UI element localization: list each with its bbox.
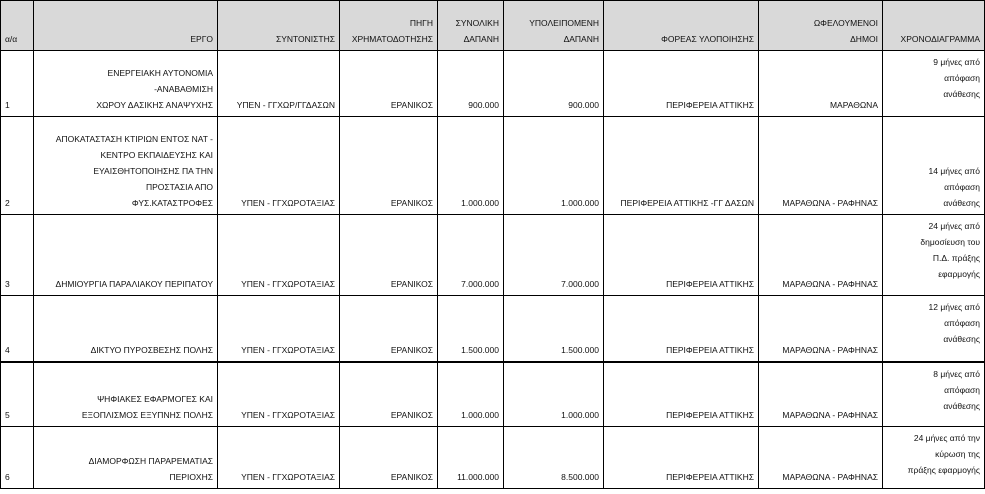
cell-synoliki: 7.000.000 bbox=[438, 215, 504, 296]
table-body bbox=[1, 51, 985, 489]
cell-ypoleipomeni: 1.500.000 bbox=[504, 296, 604, 362]
cell-ergo: ΔΙΚΤΥΟ ΠΥΡΟΣΒΕΣΗΣ ΠΟΛΗΣ bbox=[34, 296, 218, 362]
cell-aa: 2 bbox=[1, 117, 34, 215]
cell-dimoi: ΜΑΡΑΘΩΝΑ - ΡΑΦΗΝΑΣ bbox=[759, 427, 883, 489]
cell-syntonistis: ΥΠΕΝ - ΓΓΧΩΡΟΤΑΞΙΑΣ bbox=[218, 362, 340, 427]
cell-foreas: ΠΕΡΙΦΕΡΕΙΑ ΑΤΤΙΚΗΣ bbox=[604, 362, 759, 427]
cell-syntonistis: ΥΠΕΝ - ΓΓΧΩΡΟΤΑΞΙΑΣ bbox=[218, 117, 340, 215]
cell-xronodiagramma: 14 μήνες από απόφαση ανάθεσης bbox=[883, 117, 985, 215]
cell-xronodiagramma: 9 μήνες από απόφαση ανάθεσης bbox=[883, 51, 985, 117]
cell-xronodiagramma: 24 μήνες από δημοσίευση του Π.Δ. πράξης εφαρμογής bbox=[883, 215, 985, 296]
cell-foreas: ΠΕΡΙΦΕΡΕΙΑ ΑΤΤΙΚΗΣ -ΓΓ ΔΑΣΩΝ bbox=[604, 117, 759, 215]
table-row bbox=[1, 296, 985, 362]
header-ypoleipomeni: ΥΠΟΛΕΙΠΟΜΕΝΗ ΔΑΠΑΝΗ bbox=[504, 1, 604, 51]
cell-pigi: ΕΡΑΝΙΚΟΣ bbox=[340, 215, 438, 296]
cell-dimoi: ΜΑΡΑΘΩΝΑ - ΡΑΦΗΝΑΣ bbox=[759, 215, 883, 296]
cell-aa: 1 bbox=[1, 51, 34, 117]
cell-dimoi: ΜΑΡΑΘΩΝΑ bbox=[759, 51, 883, 117]
cell-foreas: ΠΕΡΙΦΕΡΕΙΑ ΑΤΤΙΚΗΣ bbox=[604, 51, 759, 117]
cell-foreas: ΠΕΡΙΦΕΡΕΙΑ ΑΤΤΙΚΗΣ bbox=[604, 215, 759, 296]
cell-pigi: ΕΡΑΝΙΚΟΣ bbox=[340, 51, 438, 117]
cell-syntonistis: ΥΠΕΝ - ΓΓΧΩΡΟΤΑΞΙΑΣ bbox=[218, 215, 340, 296]
cell-ergo: ΑΠΟΚΑΤΑΣΤΑΣΗ ΚΤΙΡΙΩΝ ΕΝΤΟΣ ΝΑΤ - ΚΕΝΤΡΟ ΕΚΠΑΙΔΕΥΣΗΣ ΚΑΙ ΕΥΑΙΣΘΗΤΟΠΟΙΗΣΗΣ ΠΑ ΤΗΝ ΠΡΟΣΤΑΣΙΑ ΑΠΟ ΦΥΣ.ΚΑΤΑΣΤΡΟΦΕΣ bbox=[34, 117, 218, 215]
cell-pigi: ΕΡΑΝΙΚΟΣ bbox=[340, 427, 438, 489]
cell-aa: 4 bbox=[1, 296, 34, 362]
cell-ypoleipomeni: 8.500.000 bbox=[504, 427, 604, 489]
header-row bbox=[1, 1, 985, 51]
table-row bbox=[1, 51, 985, 117]
cell-synoliki: 1.000.000 bbox=[438, 117, 504, 215]
header-synoliki: ΣΥΝΟΛΙΚΗ ΔΑΠΑΝΗ bbox=[438, 1, 504, 51]
header-aa: α/α bbox=[1, 1, 34, 51]
cell-synoliki: 1.000.000 bbox=[438, 362, 504, 427]
cell-ypoleipomeni: 1.000.000 bbox=[504, 362, 604, 427]
cell-xronodiagramma: 12 μήνες από απόφαση ανάθεσης bbox=[883, 296, 985, 362]
table-row bbox=[1, 427, 985, 489]
cell-ypoleipomeni: 1.000.000 bbox=[504, 117, 604, 215]
header-pigi: ΠΗΓΗ ΧΡΗΜΑΤΟΔΟΤΗΣΗΣ bbox=[340, 1, 438, 51]
cell-pigi: ΕΡΑΝΙΚΟΣ bbox=[340, 117, 438, 215]
cell-dimoi: ΜΑΡΑΘΩΝΑ - ΡΑΦΗΝΑΣ bbox=[759, 296, 883, 362]
cell-aa: 5 bbox=[1, 362, 34, 427]
cell-ypoleipomeni: 7.000.000 bbox=[504, 215, 604, 296]
cell-foreas: ΠΕΡΙΦΕΡΕΙΑ ΑΤΤΙΚΗΣ bbox=[604, 296, 759, 362]
cell-dimoi: ΜΑΡΑΘΩΝΑ - ΡΑΦΗΝΑΣ bbox=[759, 362, 883, 427]
cell-synoliki: 900.000 bbox=[438, 51, 504, 117]
cell-xronodiagramma: 8 μήνες από απόφαση ανάθεσης bbox=[883, 362, 985, 427]
cell-synoliki: 11.000.000 bbox=[438, 427, 504, 489]
header-syntonistis: ΣΥΝΤΟΝΙΣΤΗΣ bbox=[218, 1, 340, 51]
cell-ergo: ΕΝΕΡΓΕΙΑΚΗ ΑΥΤΟΝΟΜΙΑ -ΑΝΑΒΑΘΜΙΣΗ ΧΩΡΟΥ ΔΑΣΙΚΗΣ ΑΝΑΨΥΧΗΣ bbox=[34, 51, 218, 117]
cell-syntonistis: ΥΠΕΝ - ΓΓΧΩΡΟΤΑΞΙΑΣ bbox=[218, 296, 340, 362]
cell-synoliki: 1.500.000 bbox=[438, 296, 504, 362]
cell-syntonistis: ΥΠΕΝ - ΓΓΧΩΡΟΤΑΞΙΑΣ bbox=[218, 427, 340, 489]
header-dimoi: ΩΦΕΛΟΥΜΕΝΟΙ ΔΗΜΟΙ bbox=[759, 1, 883, 51]
cell-aa: 3 bbox=[1, 215, 34, 296]
table-header bbox=[1, 1, 985, 51]
cell-xronodiagramma: 24 μήνες από την κύρωση της πράξης εφαρμογής bbox=[883, 427, 985, 489]
table-row bbox=[1, 215, 985, 296]
header-xronodiagramma: ΧΡΟΝΟΔΙΑΓΡΑΜΜΑ bbox=[883, 1, 985, 51]
cell-ergo: ΔΙΑΜΟΡΦΩΣΗ ΠΑΡΑΡΕΜΑΤΙΑΣ ΠΕΡΙΟΧΗΣ bbox=[34, 427, 218, 489]
cell-syntonistis: ΥΠΕΝ - ΓΓΧΩΡ/ΓΓΔΑΣΩΝ bbox=[218, 51, 340, 117]
cell-ergo: ΔΗΜΙΟΥΡΓΙΑ ΠΑΡΑΛΙΑΚΟΥ ΠΕΡΙΠΑΤΟΥ bbox=[34, 215, 218, 296]
cell-foreas: ΠΕΡΙΦΕΡΕΙΑ ΑΤΤΙΚΗΣ bbox=[604, 427, 759, 489]
cell-dimoi: ΜΑΡΑΘΩΝΑ - ΡΑΦΗΝΑΣ bbox=[759, 117, 883, 215]
header-ergo: ΕΡΓΟ bbox=[34, 1, 218, 51]
cell-aa: 6 bbox=[1, 427, 34, 489]
cell-ypoleipomeni: 900.000 bbox=[504, 51, 604, 117]
cell-pigi: ΕΡΑΝΙΚΟΣ bbox=[340, 362, 438, 427]
header-foreas: ΦΟΡΕΑΣ ΥΛΟΠΟΙΗΣΗΣ bbox=[604, 1, 759, 51]
cell-pigi: ΕΡΑΝΙΚΟΣ bbox=[340, 296, 438, 362]
table-row bbox=[1, 117, 985, 215]
table-row bbox=[1, 362, 985, 427]
cell-ergo: ΨΗΦΙΑΚΕΣ ΕΦΑΡΜΟΓΕΣ ΚΑΙ ΕΞΟΠΛΙΣΜΟΣ ΕΞΥΠΝΗΣ ΠΟΛΗΣ bbox=[34, 362, 218, 427]
